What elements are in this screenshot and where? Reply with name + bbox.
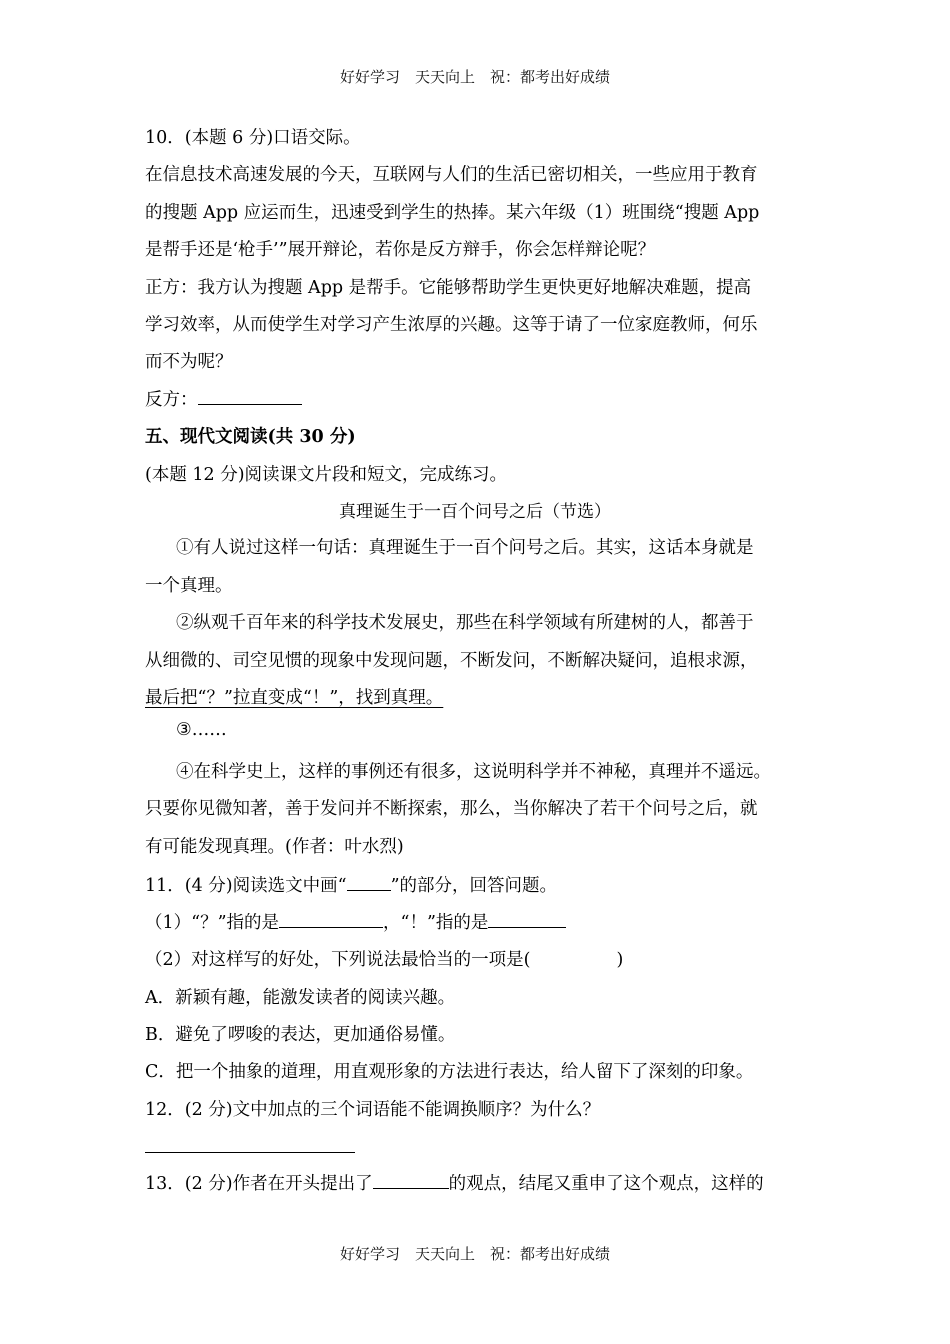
section5-heading: 五、现代文阅读(共 30 分) bbox=[145, 427, 356, 447]
q10-answer-blank[interactable] bbox=[198, 390, 302, 405]
passage-para3: ③…… bbox=[176, 720, 227, 740]
q12-answer-line[interactable] bbox=[145, 1152, 355, 1153]
q11-sub1-blank2[interactable] bbox=[488, 913, 566, 928]
q10-line: 在信息技术高速发展的今天，互联网与人们的生活已密切相关，一些应用于教育 bbox=[145, 165, 758, 185]
q13-blank[interactable] bbox=[373, 1174, 449, 1189]
q11-sub2-close: ) bbox=[616, 950, 624, 970]
passage-para1: 一个真理。 bbox=[145, 576, 233, 596]
q11-sub1-a: （1）“？”指的是 bbox=[145, 913, 280, 933]
section5-intro: (本题 12 分)阅读课文片段和短文，完成练习。 bbox=[145, 465, 508, 485]
q11-sub2-text: （2）对这样写的好处，下列说法最恰当的一项是( bbox=[145, 950, 531, 970]
passage-para2: ②纵观千百年来的科学技术发展史，那些在科学领域有所建树的人，都善于 bbox=[176, 613, 754, 633]
q10-answer-label: 反方： bbox=[145, 390, 198, 410]
q11-stem-a: 11．(4 分)阅读选文中画“ bbox=[145, 876, 347, 896]
q10-line: 的搜题 App 应运而生，迅速受到学生的热捧。某六年级（1）班围绕“搜题 App bbox=[145, 203, 760, 223]
q13-stem-b: 的观点，结尾又重申了这个观点，这样的 bbox=[448, 1174, 764, 1194]
passage-para2: 从细微的、司空见惯的现象中发现问题，不断发问，不断解决疑问，追根求源， bbox=[145, 651, 758, 671]
q10-line: 是帮手还是‘枪手’”展开辩论，若你是反方辩手，你会怎样辩论呢？ bbox=[145, 240, 656, 260]
passage-title: 真理诞生于一百个问号之后（节选） bbox=[339, 502, 611, 522]
q10-title: 10．(本题 6 分)口语交际。 bbox=[145, 128, 361, 148]
q11-underline-sample bbox=[347, 876, 391, 891]
passage-para2-underlined: 最后把“？”拉直变成“！”，找到真理。 bbox=[145, 688, 444, 708]
q11-sub1-blank1[interactable] bbox=[279, 913, 383, 928]
q11-option-a: A．新颖有趣，能激发读者的阅读兴趣。 bbox=[145, 988, 456, 1008]
q11-option-b: B．避免了啰唆的表达，更加通俗易懂。 bbox=[145, 1025, 456, 1045]
q13-stem-a: 13．(2 分)作者在开头提出了 bbox=[145, 1174, 373, 1194]
passage-para4: 只要你见微知著，善于发问并不断探索，那么，当你解决了若干个问号之后，就 bbox=[145, 799, 758, 819]
q10-line: 学习效率，从而使学生对学习产生浓厚的兴趣。这等于请了一位家庭教师，何乐 bbox=[145, 315, 758, 335]
q10-answer-row bbox=[145, 386, 302, 411]
q11-sub1-b: ，“！”指的是 bbox=[383, 913, 489, 933]
q10-line: 正方：我方认为搜题 App 是帮手。它能够帮助学生更快更好地解决难题，提高 bbox=[145, 278, 752, 298]
q13-stem bbox=[145, 1170, 764, 1195]
q11-sub2 bbox=[145, 946, 623, 971]
q10-line: 而不为呢？ bbox=[145, 352, 233, 372]
page-footer: 好好学习 天天向上 祝：都考出好成绩 bbox=[339, 1245, 610, 1263]
q11-option-c: C．把一个抽象的道理，用直观形象的方法进行表达，给人留下了深刻的印象。 bbox=[145, 1062, 754, 1082]
page-header: 好好学习 天天向上 祝：都考出好成绩 bbox=[339, 68, 610, 86]
passage-para1: ①有人说过这样一句话：真理诞生于一百个问号之后。其实，这话本身就是 bbox=[176, 538, 754, 558]
q11-sub1 bbox=[145, 909, 566, 934]
q11-stem-b: ”的部分，回答问题。 bbox=[390, 876, 558, 896]
q11-stem bbox=[145, 872, 557, 897]
passage-para4: 有可能发现真理。(作者：叶水烈) bbox=[145, 837, 404, 857]
q12-stem: 12．(2 分)文中加点的三个词语能不能调换顺序？为什么？ bbox=[145, 1100, 601, 1120]
passage-para4: ④在科学史上，这样的事例还有很多，这说明科学并不神秘，真理并不遥远。 bbox=[176, 762, 771, 782]
